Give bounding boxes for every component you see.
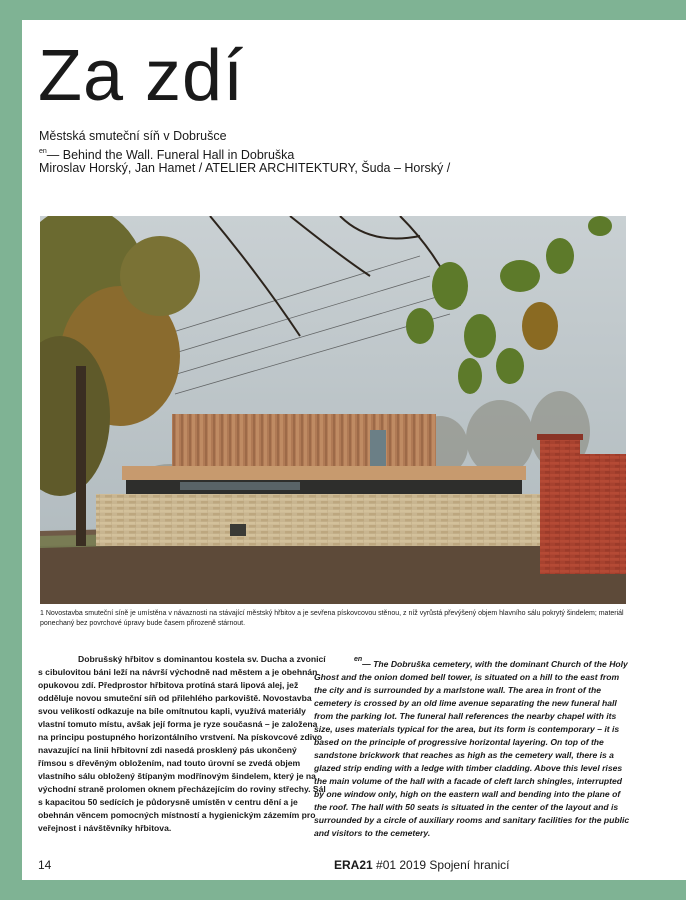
magazine-page: [22, 20, 686, 880]
magazine-name: ERA21: [334, 858, 373, 872]
english-marker: en: [354, 656, 363, 663]
photo-illustration: [40, 216, 626, 604]
building-photo: [40, 216, 626, 604]
photo-caption: 1 Novostavba smuteční síně je umístěna v návaznosti na stávající městský hřbitov a je sevřena pískovcovou stěnou, z níž vyrůstá převýšený objem hlavního sálu pokrytý šindelem; materiál ponechaný bez povrchové úpravy bude časem přirozeně stárnout.: [40, 610, 624, 627]
body-text-czech: [38, 653, 326, 835]
english-paragraph-text: — The Dobruška cemetery, with the dominant Church of the Holy Ghost and the onion domed bell tower, is situated on a hill to the east from the city and is surrounded by a marlstone wall. The area in front of the cemetery is crossed by an old lime avenue separating the new funeral hall from the parking lot. The funeral hall references the nearby chapel with its size, uses materials typical for the area, but its form is contemporary – it is based on the principle of progressive horizontal layering. On top of the sandstone brickwork that reaches as high as the cemetery wall, there is a glazed strip ending with a ledge with timber cladding. Above this level rises the main volume of the hall with a facade of cleft larch shingles, interrupted by one window only, high on the eastern wall and bending into the plane of the roof. The hall with 50 seats is situated in the center of the layout and is surrounded by a circle of auxiliary rooms and sanitary facilities for the public and visitors to the cemetery.: [314, 659, 630, 838]
magazine-footer: [334, 858, 509, 872]
article-title: Za zdí: [38, 36, 245, 116]
issue-info: #01 2019 Spojení hranicí: [376, 858, 510, 872]
english-marker: en: [39, 148, 47, 155]
authors-line: Miroslav Horský, Jan Hamet / ATELIER ARCHITEKTURY, Šuda – Horský /: [39, 161, 451, 175]
czech-paragraph: Dobrušský hřbitov s dominantou kostela sv. Ducha a zvonicí s cibulovitou báni leží na návrší východně nad městem a je obehnán opukovou zdí. Předprostor hřbitova protíná stará lipová alej, jež odděluje novou smuteční síň od přilehlého parkoviště. Novostavba svou velikostí odkazuje na bíle omítnutou kapli, využívá materiály vlastní tomuto místu, avšak její forma je ryze současná – je založena na principu postupného horizontálního vrstvení. Na pískovcové zdivo navazující na linii hřbitovní zdi nasedá prosklený pás ukončený římsou s dřevěným obložením, nad touto úrovní se zvedá objem vlastního sálu obložený štípaným modřínovým šindelem, který je na východní straně prolomen oknem přecházejícím do roviny střechy. Sál s kapacitou 50 sedících je půdorysně umístěn v centru dění a je obehnán věncem pomocných místností a hygienickým zázemím pro veřejnost i návštěvníky hřbitova.: [38, 654, 326, 833]
english-paragraph: [314, 653, 632, 840]
subtitle-english-text: — Behind the Wall. Funeral Hall in Dobruška: [46, 148, 295, 162]
body-text-english: [314, 653, 632, 840]
subtitle-czech: Městská smuteční síň v Dobrušce: [39, 129, 227, 143]
page-number: 14: [38, 858, 52, 872]
